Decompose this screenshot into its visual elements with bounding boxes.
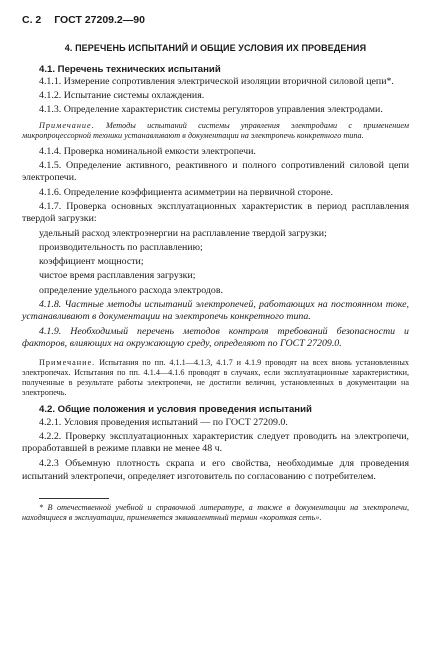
note-1 (22, 121, 409, 141)
page-header (22, 14, 409, 26)
paragraph-4-1-6: 4.1.6. Определение коэффициента асимметрии на первичной стороне. (39, 186, 334, 198)
footnote: * В отечественной учебной и справочной литературе, а также в документации на электропечи, находящиеся в эксплуатации, применяется эквивалентный термин «короткая сеть». (22, 503, 409, 523)
paragraph-4-2-1: 4.2.1. Условия проведения испытаний — по ГОСТ 27209.0. (39, 416, 288, 428)
standard-number: ГОСТ 27209.2—90 (54, 14, 145, 26)
list-item: производительность по расплавлению; (39, 241, 203, 253)
page-number: С. 2 (22, 14, 42, 26)
note-2 (22, 358, 409, 398)
list-item: удельный расход электроэнергии на расплавление твердой загрузки; (39, 227, 327, 239)
note-1-text: Методы испытаний системы управления электродами с применением микропроцессорной техники устанавливают в документации на электропечь конкретного типа. (22, 120, 410, 140)
paragraph-4-1-4: 4.1.4. Проверка номинальной емкости электропечи. (39, 145, 256, 157)
section-title: 4. ПЕРЕЧЕНЬ ИСПЫТАНИЙ И ОБЩИЕ УСЛОВИЯ ИХ ПРОВЕДЕНИЯ (64, 43, 367, 54)
paragraph-4-1-9: 4.1.9. Необходимый перечень методов контроля требований безопасности и факторов, влияющих на окружающую среду, определяют по ГОСТ 27209.0. (22, 325, 409, 349)
list-item: определение удельного расхода электродов. (39, 284, 223, 296)
footnote-separator (39, 498, 109, 499)
paragraph-4-2-2: 4.2.2. Проверку эксплуатационных характеристик следует проводить на электропечи, проработавшей в режиме плавки не менее 48 ч. (22, 430, 409, 455)
subsection-title-4-1: 4.1. Перечень технических испытаний (39, 63, 221, 75)
paragraph-4-1-8: 4.1.8. Частные методы испытаний электропечей, работающих на постоянном токе, устанавливают в документации на электропечь конкретного типа. (22, 299, 409, 323)
paragraph-4-1-5: 4.1.5. Определение активного, реактивного и полного сопротивлений силовой цепи электропечи. (22, 160, 409, 184)
paragraph-4-1-1: 4.1.1. Измерение сопротивления электрической изоляции вторичной силовой цепи*. (39, 75, 394, 87)
subsection-title-4-2: 4.2. Общие положения и условия проведения испытаний (39, 404, 312, 416)
paragraph-4-1-2: 4.1.2. Испытание системы охлаждения. (39, 90, 205, 102)
note-2-label: Примечание. (39, 358, 96, 368)
note-1-label: Примечание. (39, 120, 95, 130)
list-item: коэффициент мощности; (39, 256, 144, 268)
list-item: чистое время расплавления загрузки; (39, 270, 196, 282)
paragraph-4-2-3: 4.2.3 Объемную плотность скрапа и его свойства, необходимые для проведения испытаний электропечи, определяет изготовитель по согласованию с потребителем. (22, 458, 409, 482)
note-2-text: Испытания по пп. 4.1.1—4.1.3, 4.1.7 и 4.1.9 проводят на всех вновь установленных электропечах. Испытания по пп. 4.1.4—4.1.6 проводят в случаях, если эксплуатационные характеристики, полученные в результате работы электропечи, не достигли величин, установленных в документации на электропечь. (22, 358, 410, 398)
paragraph-4-1-3: 4.1.3. Определение характеристик системы регуляторов управления электродами. (39, 104, 383, 116)
paragraph-4-1-7: 4.1.7. Проверка основных эксплуатационных характеристик в период расплавления твердой загрузки: (22, 200, 409, 225)
